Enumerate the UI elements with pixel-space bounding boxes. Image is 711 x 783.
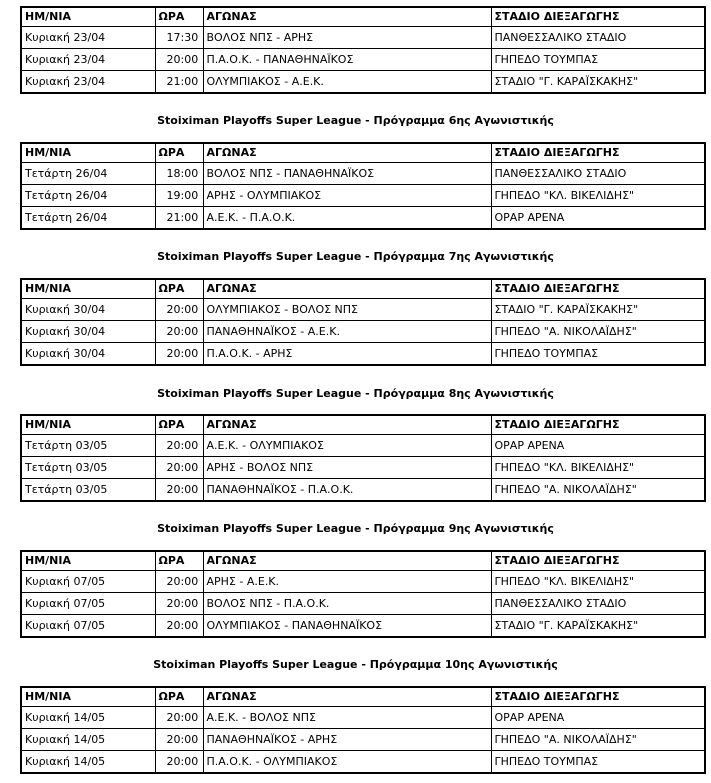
match-time: 20:00 <box>155 435 203 457</box>
match-teams: ΠΑΝΑΘΗΝΑΪΚΟΣ - ΑΡΗΣ <box>203 729 491 751</box>
match-date: Τετάρτη 26/04 <box>21 163 155 185</box>
table-row <box>21 707 705 729</box>
match-venue: ΟΡΑΡ ΑΡΕΝΑ <box>491 207 705 230</box>
match-teams: Π.Α.Ο.Κ. - ΠΑΝΑΘΗΝΑΪΚΟΣ <box>203 49 491 71</box>
match-time: 20:00 <box>155 751 203 774</box>
table-row <box>21 299 705 321</box>
match-teams: Π.Α.Ο.Κ. - ΟΛΥΜΠΙΑΚΟΣ <box>203 751 491 774</box>
header-date: ΗΜ/ΝΙΑ <box>21 279 155 299</box>
round-7-table <box>20 278 706 366</box>
table-header-row <box>21 7 705 27</box>
header-match: ΑΓΩΝΑΣ <box>203 687 491 707</box>
match-date: Κυριακή 30/04 <box>21 321 155 343</box>
header-match: ΑΓΩΝΑΣ <box>203 143 491 163</box>
header-match: ΑΓΩΝΑΣ <box>203 415 491 435</box>
table-header-row <box>21 279 705 299</box>
match-venue: ΓΗΠΕΔΟ "ΚΛ. ΒΙΚΕΛΙΔΗΣ" <box>491 185 705 207</box>
match-time: 19:00 <box>155 185 203 207</box>
header-date: ΗΜ/ΝΙΑ <box>21 143 155 163</box>
header-date: ΗΜ/ΝΙΑ <box>21 7 155 27</box>
match-date: Κυριακή 14/05 <box>21 751 155 774</box>
match-time: 20:00 <box>155 707 203 729</box>
header-venue: ΣΤΑΔΙΟ ΔΙΕΞΑΓΩΓΗΣ <box>491 687 705 707</box>
match-date: Κυριακή 14/05 <box>21 729 155 751</box>
round-5-table <box>20 6 706 94</box>
match-date: Κυριακή 30/04 <box>21 343 155 366</box>
match-teams: ΒΟΛΟΣ ΝΠΣ - Π.Α.Ο.Κ. <box>203 593 491 615</box>
match-date: Τετάρτη 03/05 <box>21 435 155 457</box>
header-match: ΑΓΩΝΑΣ <box>203 7 491 27</box>
match-time: 20:00 <box>155 729 203 751</box>
round-6-table <box>20 142 706 230</box>
match-venue: ΣΤΑΔΙΟ "Γ. ΚΑΡΑΪΣΚΑΚΗΣ" <box>491 299 705 321</box>
round-title: Stoiximan Playoffs Super League - Πρόγραμμα 10ης Αγωνιστικής <box>153 658 558 671</box>
match-venue: ΠΑΝΘΕΣΣΑΛΙΚΟ ΣΤΑΔΙΟ <box>491 163 705 185</box>
round-title: Stoiximan Playoffs Super League - Πρόγραμμα 6ης Αγωνιστικής <box>157 114 554 127</box>
match-teams: Α.Ε.Κ. - Π.Α.Ο.Κ. <box>203 207 491 230</box>
round-title: Stoiximan Playoffs Super League - Πρόγραμμα 7ης Αγωνιστικής <box>157 250 554 263</box>
table-row <box>21 321 705 343</box>
table-row <box>21 751 705 774</box>
table-row <box>21 615 705 638</box>
header-time: ΩΡΑ <box>155 143 203 163</box>
round-title: Stoiximan Playoffs Super League - Πρόγραμμα 9ης Αγωνιστικής <box>157 522 554 535</box>
match-venue: ΓΗΠΕΔΟ ΤΟΥΜΠΑΣ <box>491 49 705 71</box>
table-row <box>21 207 705 230</box>
table-header-row <box>21 143 705 163</box>
match-time: 21:00 <box>155 207 203 230</box>
match-time: 20:00 <box>155 571 203 593</box>
match-teams: ΠΑΝΑΘΗΝΑΪΚΟΣ - Α.Ε.Κ. <box>203 321 491 343</box>
header-date: ΗΜ/ΝΙΑ <box>21 687 155 707</box>
table-row <box>21 27 705 49</box>
match-time: 20:00 <box>155 49 203 71</box>
header-date: ΗΜ/ΝΙΑ <box>21 551 155 571</box>
table-row <box>21 435 705 457</box>
table-row <box>21 479 705 502</box>
header-match: ΑΓΩΝΑΣ <box>203 279 491 299</box>
match-venue: ΓΗΠΕΔΟ ΤΟΥΜΠΑΣ <box>491 343 705 366</box>
match-venue: ΠΑΝΘΕΣΣΑΛΙΚΟ ΣΤΑΔΙΟ <box>491 593 705 615</box>
match-teams: ΒΟΛΟΣ ΝΠΣ - ΑΡΗΣ <box>203 27 491 49</box>
match-venue: ΓΗΠΕΔΟ "Α. ΝΙΚΟΛΑΪΔΗΣ" <box>491 321 705 343</box>
match-date: Κυριακή 23/04 <box>21 27 155 49</box>
match-teams: ΑΡΗΣ - ΒΟΛΟΣ ΝΠΣ <box>203 457 491 479</box>
match-time: 20:00 <box>155 593 203 615</box>
match-teams: Α.Ε.Κ. - ΟΛΥΜΠΙΑΚΟΣ <box>203 435 491 457</box>
match-teams: ΠΑΝΑΘΗΝΑΪΚΟΣ - Π.Α.Ο.Κ. <box>203 479 491 502</box>
header-venue: ΣΤΑΔΙΟ ΔΙΕΞΑΓΩΓΗΣ <box>491 551 705 571</box>
round-9-table <box>20 550 706 638</box>
match-date: Τετάρτη 03/05 <box>21 457 155 479</box>
table-row <box>21 185 705 207</box>
match-venue: ΟΡΑΡ ΑΡΕΝΑ <box>491 707 705 729</box>
table-row <box>21 71 705 94</box>
match-venue: ΣΤΑΔΙΟ "Γ. ΚΑΡΑΪΣΚΑΚΗΣ" <box>491 71 705 94</box>
match-time: 20:00 <box>155 343 203 366</box>
table-row <box>21 571 705 593</box>
match-teams: ΟΛΥΜΠΙΑΚΟΣ - Α.Ε.Κ. <box>203 71 491 94</box>
match-time: 18:00 <box>155 163 203 185</box>
match-teams: Α.Ε.Κ. - ΒΟΛΟΣ ΝΠΣ <box>203 707 491 729</box>
match-venue: ΠΑΝΘΕΣΣΑΛΙΚΟ ΣΤΑΔΙΟ <box>491 27 705 49</box>
table-row <box>21 593 705 615</box>
match-teams: Π.Α.Ο.Κ. - ΑΡΗΣ <box>203 343 491 366</box>
match-time: 21:00 <box>155 71 203 94</box>
match-date: Κυριακή 14/05 <box>21 707 155 729</box>
match-venue: ΓΗΠΕΔΟ "ΚΛ. ΒΙΚΕΛΙΔΗΣ" <box>491 457 705 479</box>
header-date: ΗΜ/ΝΙΑ <box>21 415 155 435</box>
table-header-row <box>21 551 705 571</box>
match-venue: ΣΤΑΔΙΟ "Γ. ΚΑΡΑΪΣΚΑΚΗΣ" <box>491 615 705 638</box>
match-venue: ΓΗΠΕΔΟ "Α. ΝΙΚΟΛΑΪΔΗΣ" <box>491 729 705 751</box>
match-time: 17:30 <box>155 27 203 49</box>
match-date: Τετάρτη 03/05 <box>21 479 155 502</box>
table-row <box>21 163 705 185</box>
match-date: Τετάρτη 26/04 <box>21 207 155 230</box>
match-teams: ΒΟΛΟΣ ΝΠΣ - ΠΑΝΑΘΗΝΑΪΚΟΣ <box>203 163 491 185</box>
match-time: 20:00 <box>155 299 203 321</box>
match-venue: ΟΡΑΡ ΑΡΕΝΑ <box>491 435 705 457</box>
match-venue: ΓΗΠΕΔΟ "ΚΛ. ΒΙΚΕΛΙΔΗΣ" <box>491 571 705 593</box>
round-10-table <box>20 686 706 774</box>
table-row <box>21 729 705 751</box>
round-title: Stoiximan Playoffs Super League - Πρόγραμμα 8ης Αγωνιστικής <box>157 387 554 400</box>
header-time: ΩΡΑ <box>155 551 203 571</box>
table-row <box>21 457 705 479</box>
header-time: ΩΡΑ <box>155 415 203 435</box>
match-venue: ΓΗΠΕΔΟ ΤΟΥΜΠΑΣ <box>491 751 705 774</box>
match-time: 20:00 <box>155 457 203 479</box>
match-time: 20:00 <box>155 479 203 502</box>
header-time: ΩΡΑ <box>155 279 203 299</box>
header-venue: ΣΤΑΔΙΟ ΔΙΕΞΑΓΩΓΗΣ <box>491 415 705 435</box>
header-time: ΩΡΑ <box>155 687 203 707</box>
match-date: Κυριακή 07/05 <box>21 571 155 593</box>
table-header-row <box>21 687 705 707</box>
match-venue: ΓΗΠΕΔΟ "Α. ΝΙΚΟΛΑΪΔΗΣ" <box>491 479 705 502</box>
header-venue: ΣΤΑΔΙΟ ΔΙΕΞΑΓΩΓΗΣ <box>491 143 705 163</box>
match-date: Κυριακή 23/04 <box>21 49 155 71</box>
match-teams: ΑΡΗΣ - Α.Ε.Κ. <box>203 571 491 593</box>
match-date: Κυριακή 30/04 <box>21 299 155 321</box>
header-time: ΩΡΑ <box>155 7 203 27</box>
match-teams: ΟΛΥΜΠΙΑΚΟΣ - ΒΟΛΟΣ ΝΠΣ <box>203 299 491 321</box>
match-time: 20:00 <box>155 321 203 343</box>
match-date: Κυριακή 07/05 <box>21 615 155 638</box>
table-row <box>21 49 705 71</box>
match-time: 20:00 <box>155 615 203 638</box>
match-date: Κυριακή 07/05 <box>21 593 155 615</box>
match-teams: ΑΡΗΣ - ΟΛΥΜΠΙΑΚΟΣ <box>203 185 491 207</box>
header-match: ΑΓΩΝΑΣ <box>203 551 491 571</box>
match-teams: ΟΛΥΜΠΙΑΚΟΣ - ΠΑΝΑΘΗΝΑΪΚΟΣ <box>203 615 491 638</box>
table-row <box>21 343 705 366</box>
table-header-row <box>21 415 705 435</box>
match-date: Τετάρτη 26/04 <box>21 185 155 207</box>
match-date: Κυριακή 23/04 <box>21 71 155 94</box>
round-8-table <box>20 414 706 502</box>
header-venue: ΣΤΑΔΙΟ ΔΙΕΞΑΓΩΓΗΣ <box>491 7 705 27</box>
header-venue: ΣΤΑΔΙΟ ΔΙΕΞΑΓΩΓΗΣ <box>491 279 705 299</box>
